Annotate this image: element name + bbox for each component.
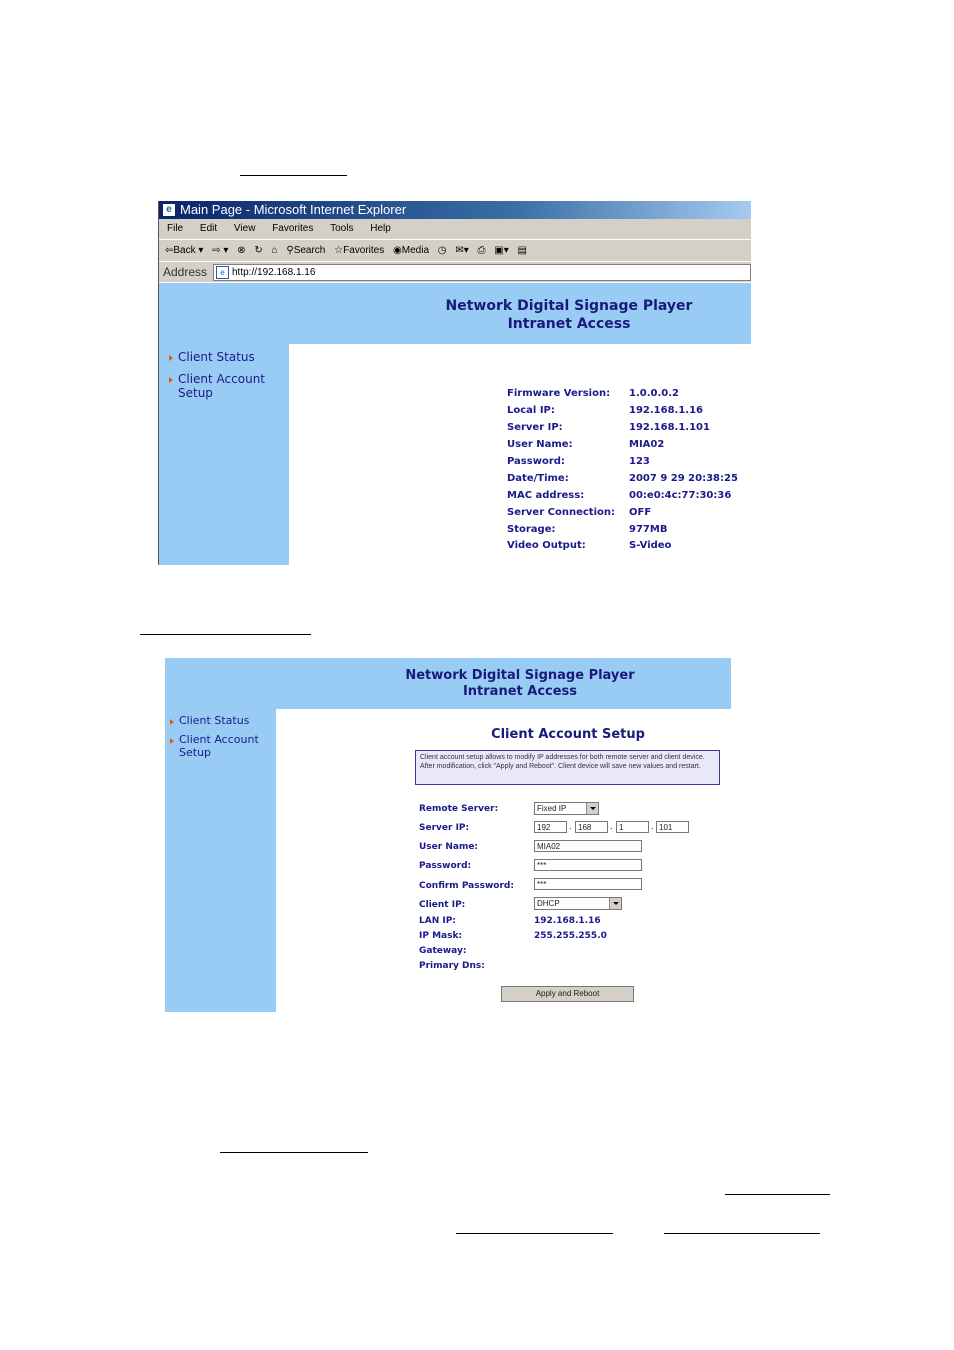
document-underline — [664, 1233, 820, 1234]
status-value: 00:e0:4c:77:30:36 — [629, 490, 732, 501]
nav-arrow-icon — [170, 719, 174, 725]
status-label: User Name: — [507, 439, 573, 450]
server-ip-octet-3[interactable]: 1 — [616, 821, 649, 833]
ip-mask-value: 255.255.255.0 — [534, 931, 607, 941]
status-label: Storage: — [507, 524, 556, 535]
status-value: 977MB — [629, 524, 668, 535]
status-label: Password: — [507, 456, 565, 467]
menu-bar — [159, 219, 751, 239]
stop-icon[interactable]: ⊗ — [237, 245, 246, 256]
favorites-button[interactable]: ☆Favorites — [334, 245, 385, 256]
user-name-label: User Name: — [419, 842, 479, 852]
status-value: 2007 9 29 20:38:25 — [629, 473, 738, 484]
menu-help[interactable]: Help — [370, 223, 391, 234]
back-button[interactable]: ⇦Back ▾ — [165, 245, 204, 256]
status-label: Local IP: — [507, 405, 555, 416]
print-icon[interactable]: ⎙ — [477, 245, 486, 256]
status-value: 192.168.1.101 — [629, 422, 710, 433]
setup-description: Client account setup allows to modify IP addresses for both remote server and client device. After modification, click "Apply and Reboot". Client device will save new values and restart. — [415, 750, 720, 785]
nav-client-account-setup[interactable]: Client Account Setup — [179, 733, 259, 759]
window-title: Main Page - Microsoft Internet Explorer — [180, 202, 407, 217]
menu-edit[interactable]: Edit — [199, 223, 218, 234]
primary-dns-label: Primary Dns: — [419, 961, 485, 971]
title-bar — [159, 201, 751, 219]
discuss-icon[interactable]: ▤ — [517, 245, 527, 256]
ip-separator: . — [651, 821, 654, 831]
confirm-password-input[interactable]: *** — [534, 878, 642, 890]
status-label: Firmware Version: — [507, 388, 611, 399]
server-ip-octet-1[interactable]: 192 — [534, 821, 567, 833]
nav-arrow-icon — [169, 355, 173, 361]
user-name-input[interactable]: MIA02 — [534, 840, 642, 852]
server-ip-octet-4[interactable]: 101 — [656, 821, 689, 833]
ip-mask-label: IP Mask: — [419, 931, 463, 941]
status-label: Video Output: — [507, 540, 586, 551]
menu-view[interactable]: View — [233, 223, 256, 234]
ip-separator: . — [610, 821, 613, 831]
setup-page-title: Network Digital Signage Player Intranet Access — [405, 668, 635, 699]
status-value: S-Video — [629, 540, 672, 551]
gateway-label: Gateway: — [419, 946, 467, 956]
document-underline — [725, 1194, 830, 1195]
chevron-down-icon — [586, 803, 598, 814]
server-ip-octet-2[interactable]: 168 — [575, 821, 608, 833]
apply-and-reboot-button[interactable]: Apply and Reboot — [501, 986, 634, 1002]
password-input[interactable]: *** — [534, 859, 642, 871]
lan-ip-value: 192.168.1.16 — [534, 916, 601, 926]
confirm-password-label: Confirm Password: — [419, 881, 514, 891]
status-value: 192.168.1.16 — [629, 405, 704, 416]
home-icon[interactable]: ⌂ — [271, 245, 278, 256]
page-title: Network Digital Signage Player Intranet Access — [445, 298, 693, 332]
document-underline — [240, 175, 347, 176]
document-underline — [220, 1152, 368, 1153]
browser-window — [158, 201, 751, 565]
menu-file[interactable]: File — [167, 223, 184, 234]
page-icon: e — [216, 266, 229, 279]
status-value: 123 — [629, 456, 650, 467]
document-underline — [140, 634, 311, 635]
document-underline — [456, 1233, 613, 1234]
menu-favorites[interactable]: Favorites — [272, 223, 314, 234]
address-label: Address — [163, 265, 208, 279]
status-label: Date/Time: — [507, 473, 569, 484]
remote-server-label: Remote Server: — [419, 804, 499, 814]
ip-separator: . — [569, 821, 572, 831]
address-bar — [159, 261, 751, 282]
media-button[interactable]: ◉Media — [393, 245, 430, 256]
nav-arrow-icon — [170, 738, 174, 744]
status-label: Server IP: — [507, 422, 563, 433]
edit-icon[interactable]: ▣▾ — [494, 245, 509, 256]
status-value: 1.0.0.0.2 — [629, 388, 679, 399]
status-label: MAC address: — [507, 490, 585, 501]
nav-client-status[interactable]: Client Status — [178, 350, 255, 364]
refresh-icon[interactable]: ↻ — [254, 245, 263, 256]
password-label: Password: — [419, 861, 472, 871]
address-input[interactable]: e http://192.168.1.16 — [213, 264, 751, 281]
menu-tools[interactable]: Tools — [330, 223, 354, 234]
forward-button[interactable]: ⇨ ▾ — [212, 245, 229, 256]
lan-ip-label: LAN IP: — [419, 916, 456, 926]
nav-arrow-icon — [169, 377, 173, 383]
nav-client-account-setup[interactable]: Client Account Setup — [178, 372, 266, 400]
ie-icon: e — [162, 203, 176, 217]
search-button[interactable]: ⚲Search — [286, 245, 326, 256]
client-ip-select[interactable]: DHCP — [534, 897, 622, 910]
status-value: OFF — [629, 507, 652, 518]
remote-server-select[interactable]: Fixed IP — [534, 802, 599, 815]
history-icon[interactable]: ◷ — [437, 245, 447, 256]
toolbar — [159, 239, 751, 262]
client-ip-label: Client IP: — [419, 900, 466, 910]
mail-icon[interactable]: ✉▾ — [455, 245, 469, 256]
setup-heading: Client Account Setup — [491, 727, 645, 742]
nav-client-status[interactable]: Client Status — [179, 714, 250, 727]
chevron-down-icon — [609, 898, 621, 909]
status-label: Server Connection: — [507, 507, 615, 518]
status-value: MIA02 — [629, 439, 665, 450]
server-ip-label: Server IP: — [419, 823, 470, 833]
